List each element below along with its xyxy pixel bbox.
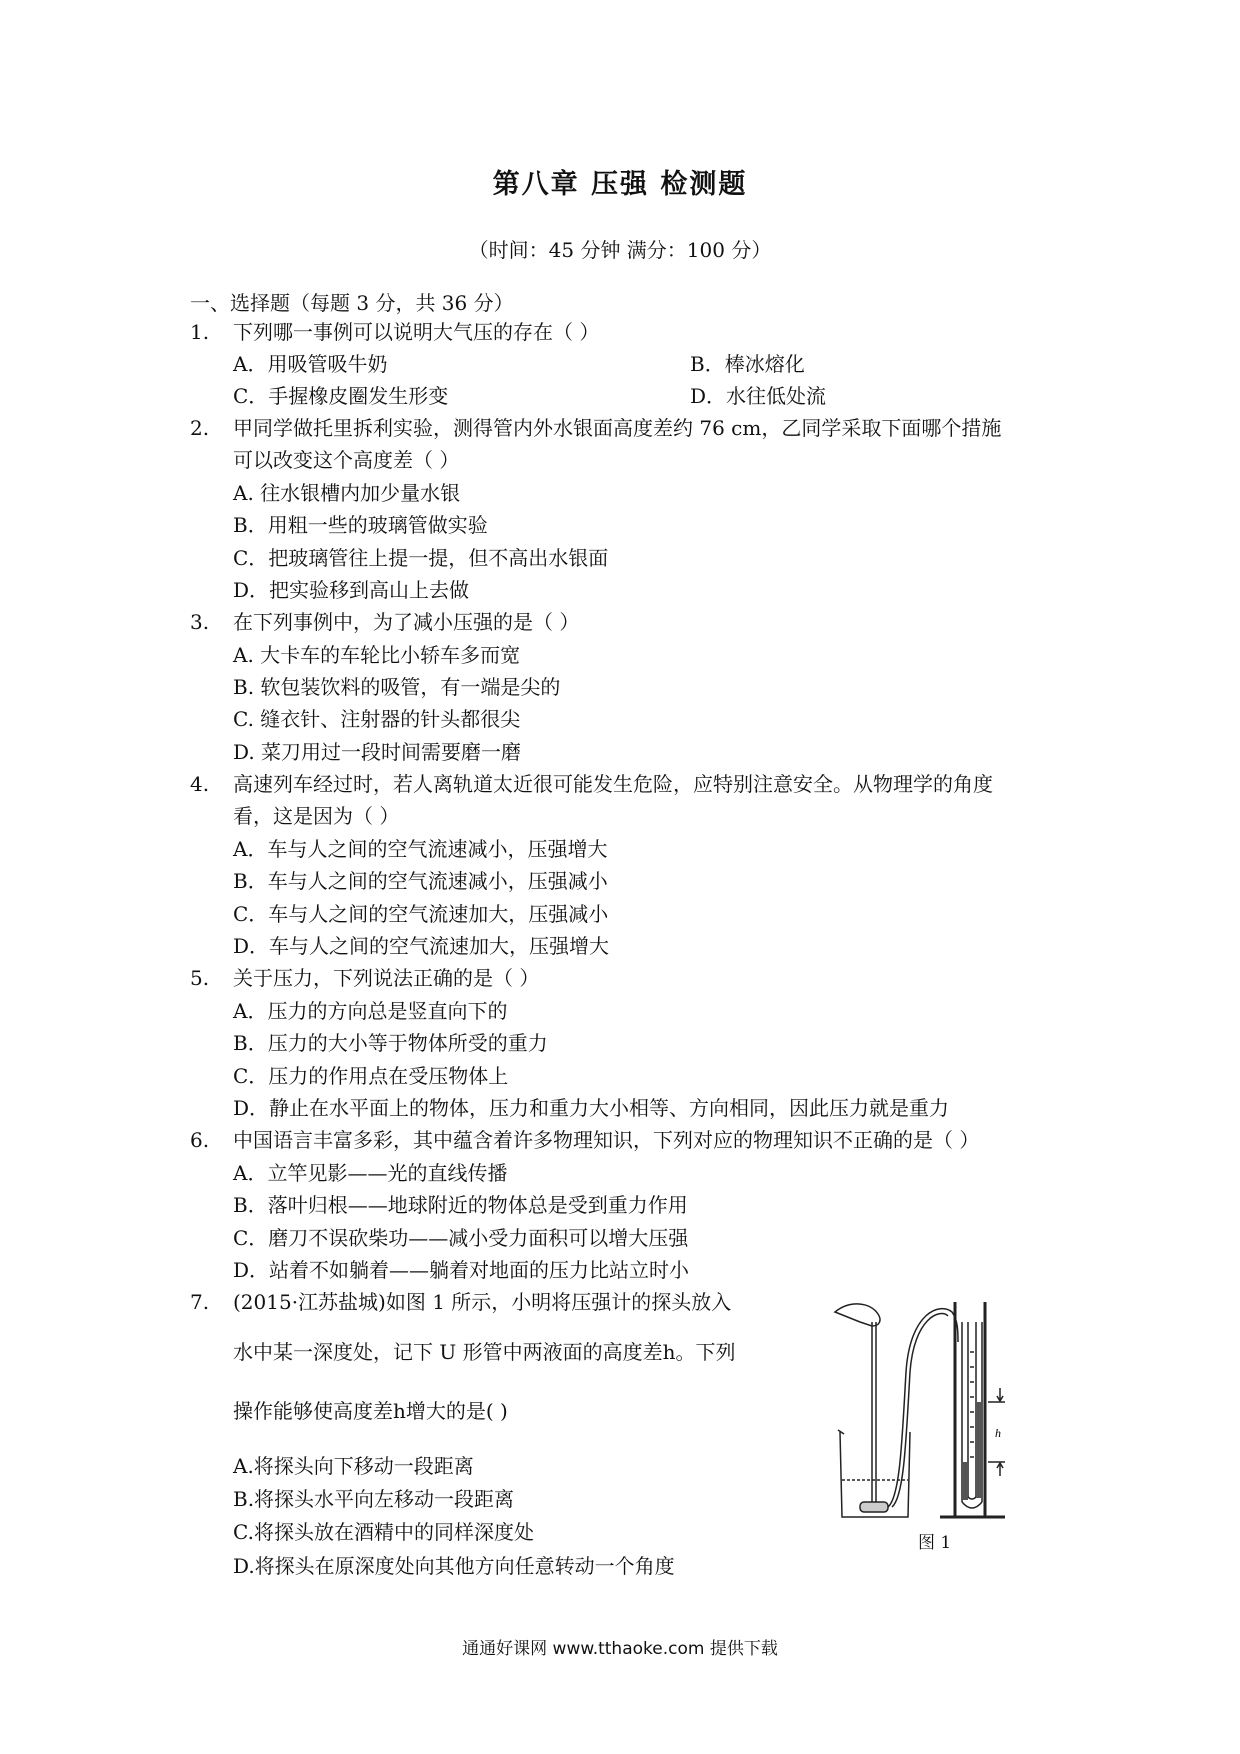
question-number: 4. <box>190 772 210 796</box>
option-a: A. 往水银槽内加少量水银 <box>233 481 461 505</box>
option-b: B.将探头水平向左移动一段距离 <box>233 1487 515 1511</box>
option-c: C. 缝衣针、注射器的针头都很尖 <box>233 707 521 731</box>
option-a: A．用吸管吸牛奶 <box>233 352 388 376</box>
option-d: D．水往低处流 <box>690 384 827 408</box>
question-stem: 高速列车经过时，若人离轨道太近很可能发生危险，应特别注意安全。从物理学的角度 <box>233 772 993 796</box>
question-stem: (2015·江苏盐城)如图 1 所示，小明将压强计的探头放入 <box>233 1290 732 1314</box>
question-number: 3. <box>190 610 210 634</box>
pressure-gauge-figure <box>830 1292 1020 1522</box>
option-c: C．压力的作用点在受压物体上 <box>233 1064 509 1088</box>
option-b: B．棒冰熔化 <box>690 352 805 376</box>
option-d: D．站着不如躺着——躺着对地面的压力比站立时小 <box>233 1258 690 1282</box>
option-c: C.将探头放在酒精中的同样深度处 <box>233 1520 534 1544</box>
height-diff-label: h <box>995 1426 1001 1440</box>
option-a: A．立竿见影——光的直线传播 <box>233 1161 508 1185</box>
question-stem-continued: 操作能够使高度差h增大的是( ) <box>233 1399 508 1423</box>
question-stem: 中国语言丰富多彩，其中蕴含着许多物理知识，下列对应的物理知识不正确的是（ ） <box>233 1128 980 1152</box>
figure-caption: 图 1 <box>918 1533 952 1553</box>
question-number: 7. <box>190 1290 210 1314</box>
option-d: D．静止在水平面上的物体，压力和重力大小相等、方向相同，因此压力就是重力 <box>233 1096 950 1120</box>
footer-text: 通通好课网 www.tthaoke.com 提供下载 <box>462 1639 778 1659</box>
question-stem-continued: 可以改变这个高度差（ ） <box>233 448 460 472</box>
question-number: 1. <box>190 320 210 344</box>
option-c: C．车与人之间的空气流速加大，压强减小 <box>233 902 609 926</box>
option-c: C．手握橡皮圈发生形变 <box>233 384 449 408</box>
question-number: 6. <box>190 1128 210 1152</box>
option-b: B．用粗一些的玻璃管做实验 <box>233 513 488 537</box>
question-stem: 在下列事例中，为了减小压强的是（ ） <box>233 610 580 634</box>
option-b: B．车与人之间的空气流速减小，压强减小 <box>233 869 608 893</box>
option-a: A．车与人之间的空气流速减小，压强增大 <box>233 837 608 861</box>
option-a: A. 大卡车的车轮比小轿车多而宽 <box>233 643 521 667</box>
option-c: C．磨刀不误砍柴功——减小受力面积可以增大压强 <box>233 1226 689 1250</box>
option-c: C．把玻璃管往上提一提，但不高出水银面 <box>233 546 609 570</box>
question-number: 5. <box>190 966 210 990</box>
option-d: D. 菜刀用过一段时间需要磨一磨 <box>233 740 522 764</box>
question-number: 2. <box>190 416 210 440</box>
question-stem: 关于压力，下列说法正确的是（ ） <box>233 966 540 990</box>
option-d: D．把实验移到高山上去做 <box>233 578 470 602</box>
option-d: D．车与人之间的空气流速加大，压强增大 <box>233 934 610 958</box>
page-title: 第八章 压强 检测题 <box>492 169 748 200</box>
question-stem: 下列哪一事例可以说明大气压的存在（ ） <box>233 320 600 344</box>
option-b: B. 软包装饮料的吸管，有一端是尖的 <box>233 675 561 699</box>
option-b: B．压力的大小等于物体所受的重力 <box>233 1031 548 1055</box>
question-stem-continued: 看，这是因为（ ） <box>233 804 400 828</box>
question-stem-continued: 水中某一深度处，记下 U 形管中两液面的高度差h。下列 <box>233 1340 736 1364</box>
option-b: B．落叶归根——地球附近的物体总是受到重力作用 <box>233 1193 688 1217</box>
option-a: A.将探头向下移动一段距离 <box>233 1454 474 1478</box>
exam-info: （时间：45 分钟 满分：100 分） <box>468 238 772 262</box>
question-stem: 甲同学做托里拆利实验，测得管内外水银面高度差约 76 cm，乙同学采取下面哪个措施 <box>233 416 1002 440</box>
option-a: A．压力的方向总是竖直向下的 <box>233 999 508 1023</box>
section-header: 一、选择题（每题 3 分，共 36 分） <box>190 291 514 315</box>
option-d: D.将探头在原深度处向其他方向任意转动一个角度 <box>233 1554 675 1578</box>
